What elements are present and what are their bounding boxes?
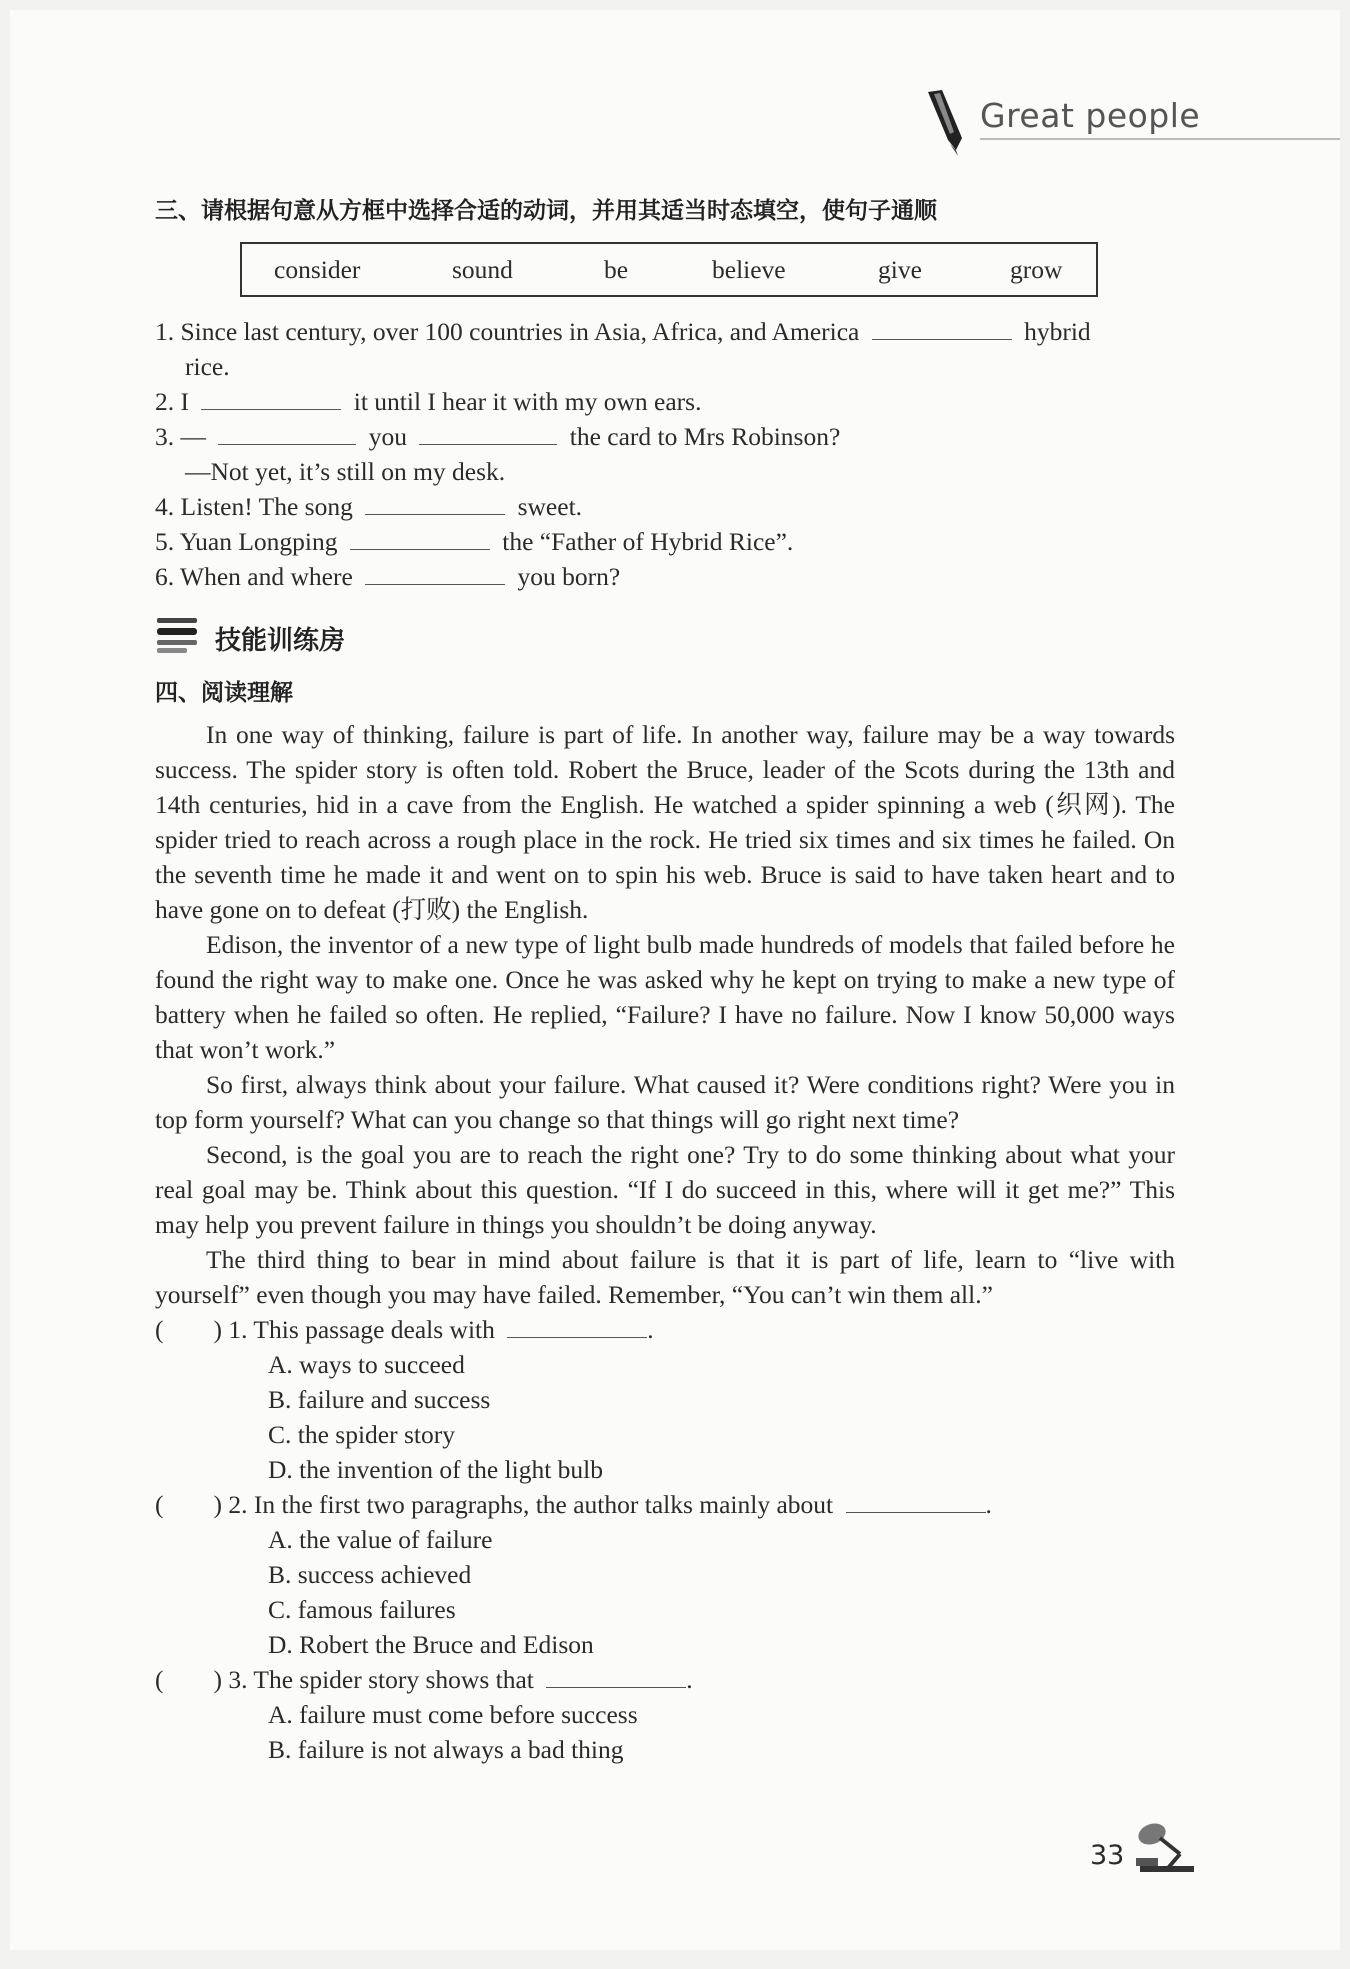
answer-blank[interactable] [846, 1490, 986, 1513]
answer-blank[interactable] [546, 1665, 686, 1688]
answer-paren[interactable]: ( [155, 1315, 164, 1344]
fill-item-2: 2. I it until I hear it with my own ears. [155, 387, 702, 416]
page-number: 33 [1090, 1840, 1125, 1871]
fill-item-6: 6. When and where you born? [155, 562, 621, 591]
passage-paragraph: So first, always think about your failure. What caused it? Were conditions right? Were you in top form yourself? What can you change so that things will go right next time? [155, 1070, 1175, 1134]
option[interactable]: A. the value of failure [268, 1525, 493, 1554]
question-1: ( ) 1. This passage deals with . [155, 1315, 654, 1344]
skills-title: 技能训练房 [215, 626, 346, 656]
passage-paragraph: In one way of thinking, failure is part of life. In another way, failure may be a way towards success. The spider story is often told. Robert the Bruce, leader of the Scots during the 13th and 14th centuries, hid in a cave from the English. He watched a spider spinning a web (织网). The spider tried to reach across a rough place in the rock. He tried six times and six times he failed. On the seventh time he made it and went on to spin his web. Bruce is said to have taken heart and to have gone on to defeat (打败) the English. [155, 720, 1175, 924]
option[interactable]: D. the invention of the light bulb [268, 1455, 603, 1484]
answer-blank[interactable] [365, 562, 505, 585]
answer-blank[interactable] [201, 387, 341, 410]
word-option: consider [274, 255, 361, 284]
answer-paren[interactable]: ( [155, 1490, 164, 1519]
fill-item-1-cont: rice. [185, 352, 230, 381]
answer-blank[interactable] [872, 317, 1012, 340]
fill-item-4: 4. Listen! The song sweet. [155, 492, 583, 521]
option[interactable]: C. the spider story [268, 1420, 455, 1449]
passage-paragraph: The third thing to bear in mind about failure is that it is part of life, learn to “live with yourself” even though you may have failed. Remember, “You can’t win them all.” [155, 1245, 1175, 1309]
word-option: be [604, 255, 629, 284]
header-rule [980, 138, 1340, 140]
option[interactable]: B. failure and success [268, 1385, 491, 1414]
section-3-heading: 三、请根据句意从方框中选择合适的动词，并用其适当时态填空，使句子通顺 [155, 198, 937, 224]
unit-header [920, 78, 1340, 138]
question-3: ( ) 3. The spider story shows that . [155, 1665, 693, 1694]
answer-blank[interactable] [218, 422, 356, 445]
fill-item-3: 3. — you the card to Mrs Robinson? [155, 422, 841, 451]
skills-icon [155, 616, 199, 656]
answer-blank[interactable] [365, 492, 505, 515]
answer-blank[interactable] [507, 1315, 647, 1338]
word-option: give [878, 255, 922, 284]
desk-lamp-icon [1130, 1818, 1200, 1874]
option[interactable]: D. Robert the Bruce and Edison [268, 1630, 594, 1659]
passage-paragraph: Edison, the inventor of a new type of light bulb made hundreds of models that failed before he found the right way to make one. Once he was asked why he kept on trying to make a new type of battery when he failed so often. He replied, “Failure? I have no failure. Now I know 50,000 ways that won’t work.” [155, 930, 1175, 1064]
answer-blank[interactable] [350, 527, 490, 550]
fill-item-1: 1. Since last century, over 100 countries in Asia, Africa, and America hybrid [155, 317, 1091, 346]
fill-item-5: 5. Yuan Longping the “Father of Hybrid Rice”. [155, 527, 794, 556]
reading-passage [155, 717, 1175, 1312]
unit-title: Great people [980, 96, 1201, 135]
section-4-heading: 四、阅读理解 [155, 680, 293, 706]
passage-paragraph: Second, is the goal you are to reach the right one? Try to do some thinking about what your real goal may be. Think about this question. “If I do succeed in this, where will it get me?” This may help you prevent failure in things you shouldn’t be doing anyway. [155, 1140, 1175, 1239]
word-box [240, 242, 1098, 297]
workbook-page [10, 10, 1340, 1950]
option[interactable]: B. success achieved [268, 1560, 472, 1589]
pen-icon [920, 88, 970, 158]
option[interactable]: A. failure must come before success [268, 1700, 638, 1729]
word-option: believe [712, 255, 786, 284]
option[interactable]: C. famous failures [268, 1595, 456, 1624]
answer-blank[interactable] [419, 422, 557, 445]
word-option: sound [452, 255, 513, 284]
option[interactable]: B. failure is not always a bad thing [268, 1735, 624, 1764]
question-2: ( ) 2. In the first two paragraphs, the author talks mainly about . [155, 1490, 992, 1519]
fill-item-3-reply: —Not yet, it’s still on my desk. [185, 457, 506, 486]
answer-paren[interactable]: ( [155, 1665, 164, 1694]
word-option: grow [1010, 255, 1063, 284]
option[interactable]: A. ways to succeed [268, 1350, 465, 1379]
